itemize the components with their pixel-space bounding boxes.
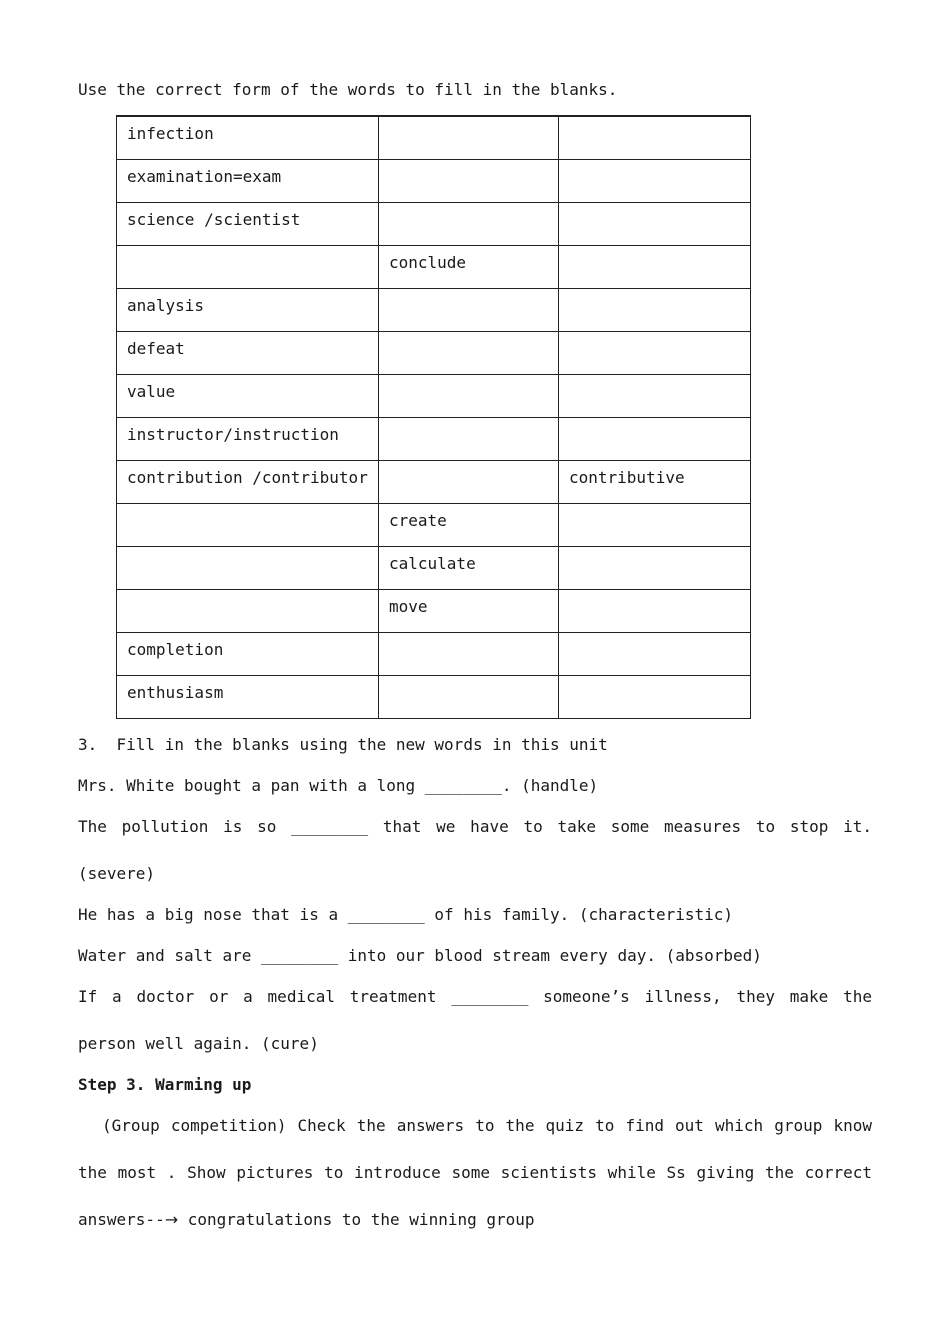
sentence-1: Mrs. White bought a pan with a long ________. (handle) [78,776,599,795]
table-row [117,245,751,288]
table-cell: defeat [117,331,379,374]
table-cell: enthusiasm [117,675,379,718]
table-cell [379,675,559,718]
table-cell [379,417,559,460]
table-cell [559,288,751,331]
table-cell [117,589,379,632]
table-cell [117,245,379,288]
table-cell [379,159,559,202]
table-row [117,417,751,460]
step3-paragraph-line-2: the most . Show pictures to introduce some scientists while Ss giving the correct [78,1163,872,1182]
table-cell: analysis [117,288,379,331]
table-row [117,589,751,632]
sentence-3: He has a big nose that is a ________ of his family. (characteristic) [78,905,734,924]
table-cell [559,417,751,460]
step3-paragraph-line-3 [78,1210,535,1230]
table-row [117,675,751,718]
sentence-5-line-2: person well again. (cure) [78,1034,319,1053]
table-cell: instructor/instruction [117,417,379,460]
table-cell [559,245,751,288]
table-row [117,374,751,417]
table-cell [117,546,379,589]
table-cell [559,546,751,589]
table-cell [379,202,559,245]
table-cell [559,589,751,632]
instruction-text: Use the correct form of the words to fill in the blanks. [78,80,618,99]
table-cell [559,374,751,417]
table-cell: contribution /contributor [117,460,379,503]
table-cell: science /scientist [117,202,379,245]
table-row [117,159,751,202]
table-cell [379,331,559,374]
table-cell: create [379,503,559,546]
step3-paragraph-line-1: (Group competition) Check the answers to the quiz to find out which group know [102,1116,872,1135]
table-cell [379,632,559,675]
table-cell [559,202,751,245]
table-cell [559,159,751,202]
table-row [117,116,751,159]
table-cell: conclude [379,245,559,288]
table-cell: value [117,374,379,417]
table-cell [379,460,559,503]
table-row [117,632,751,675]
table-cell [559,116,751,159]
table-cell: move [379,589,559,632]
table-row [117,202,751,245]
sentence-2-line-2: (severe) [78,864,156,883]
table-row [117,460,751,503]
table-row [117,503,751,546]
step3-line3-after: congratulations to the winning group [178,1210,535,1229]
table-cell: calculate [379,546,559,589]
table-cell [559,331,751,374]
table-cell [379,116,559,159]
table-cell: contributive [559,460,751,503]
table-cell [117,503,379,546]
table-row [117,331,751,374]
sentence-5-line-1: If a doctor or a medical treatment ________ someone’s illness, they make the [78,987,872,1006]
table-cell: completion [117,632,379,675]
table-cell [379,288,559,331]
table-cell [559,503,751,546]
sentence-2-line-1: The pollution is so ________ that we have to take some measures to stop it. [78,817,872,836]
arrow-right-icon: → [164,1210,179,1229]
step3-heading: Step 3. Warming up [78,1075,252,1094]
table-row [117,288,751,331]
table-cell [559,632,751,675]
table-cell: infection [117,116,379,159]
word-forms-table [116,115,751,719]
table-cell [559,675,751,718]
step3-line3-before: answers-- [78,1210,165,1229]
table-cell: examination=exam [117,159,379,202]
section3-heading: 3. Fill in the blanks using the new words in this unit [78,735,608,754]
sentence-4: Water and salt are ________ into our blood stream every day. (absorbed) [78,946,762,965]
table-row [117,546,751,589]
table-cell [379,374,559,417]
